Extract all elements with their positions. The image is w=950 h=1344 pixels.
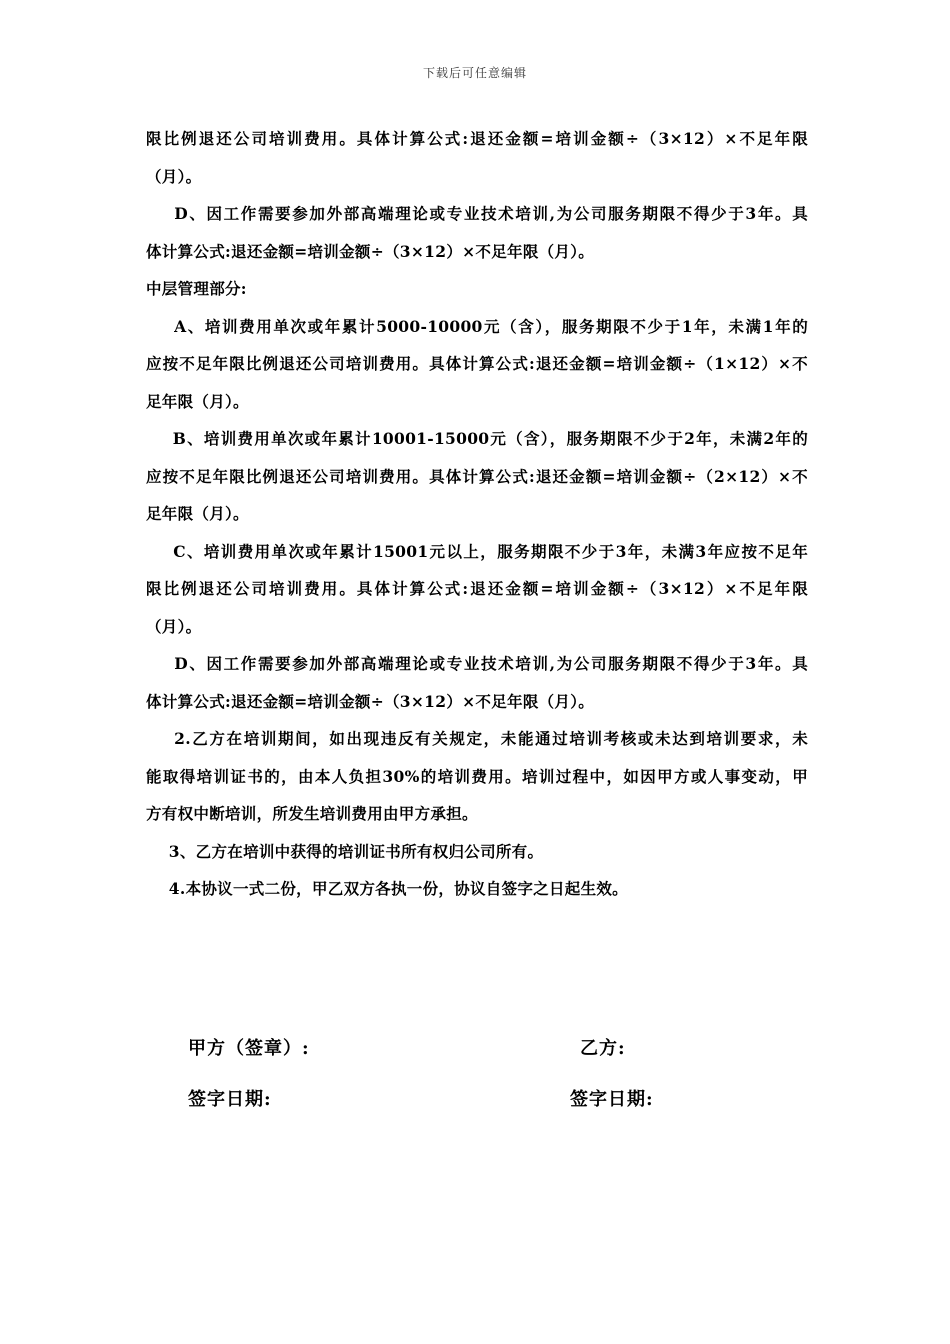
text-line: 方有权中断培训，所发生培训费用由甲方承担。 — [146, 804, 478, 823]
text-line: （月）。 — [146, 166, 202, 186]
party-b-signature-label: 乙方: — [580, 1038, 626, 1059]
agreement-body — [146, 120, 808, 908]
text-line: 3、乙方在培训中获得的培训证书所有权归公司所有。 — [146, 841, 544, 861]
text-line: 能取得培训证书的，由本人负担30%的培训费用。培训过程中，如因甲方或人事变动，甲 — [146, 766, 808, 786]
text-line: 中层管理部分: — [146, 279, 247, 298]
text-line: 应按不足年限比例退还公司培训费用。具体计算公式:退还金额=培训金额÷（1×12）×不 — [146, 354, 808, 373]
text-line: 体计算公式:退还金额=培训金额÷（3×12）×不足年限（月）。 — [146, 241, 595, 261]
text-line: 2.乙方在培训期间，如出现违反有关规定，未能通过培训考核或未达到培训要求，未 — [146, 729, 808, 748]
text-line: 应按不足年限比例退还公司培训费用。具体计算公式:退还金额=培训金额÷（2×12）×不 — [146, 466, 808, 486]
page-header: 下载后可任意编辑 — [422, 66, 527, 80]
text-line: 4.本协议一式二份，甲乙双方各执一份，协议自签字之日起生效。 — [146, 879, 628, 898]
party-a-signature-label: 甲方（签章）: — [188, 1038, 310, 1059]
text-line: D、因工作需要参加外部高端理论或专业技术培训,为公司服务期限不得少于3年。具 — [146, 204, 808, 223]
text-line: 限比例退还公司培训费用。具体计算公式:退还金额=培训金额÷（3×12）×不足年限 — [146, 129, 808, 148]
text-line: B、培训费用单次或年累计10001-15000元（含），服务期限不少于2年，未满2年的 — [146, 429, 808, 448]
text-line: 足年限（月）。 — [146, 504, 249, 523]
party-a-date-label: 签字日期: — [188, 1089, 272, 1110]
text-line: C、培训费用单次或年累计15001元以上，服务期限不少于3年，未满3年应按不足年 — [146, 541, 808, 561]
text-line: 限比例退还公司培训费用。具体计算公式:退还金额=培训金额÷（3×12）×不足年限 — [146, 579, 808, 598]
text-line: A、培训费用单次或年累计5000-10000元（含），服务期限不少于1年，未满1年的 — [146, 316, 808, 336]
text-line: D、因工作需要参加外部高端理论或专业技术培训,为公司服务期限不得少于3年。具 — [146, 654, 808, 673]
party-b-date-label: 签字日期: — [570, 1089, 654, 1110]
text-line: 体计算公式:退还金额=培训金额÷（3×12）×不足年限（月）。 — [146, 691, 595, 711]
text-line: 足年限（月）。 — [146, 391, 249, 411]
text-line: （月）。 — [146, 616, 202, 636]
